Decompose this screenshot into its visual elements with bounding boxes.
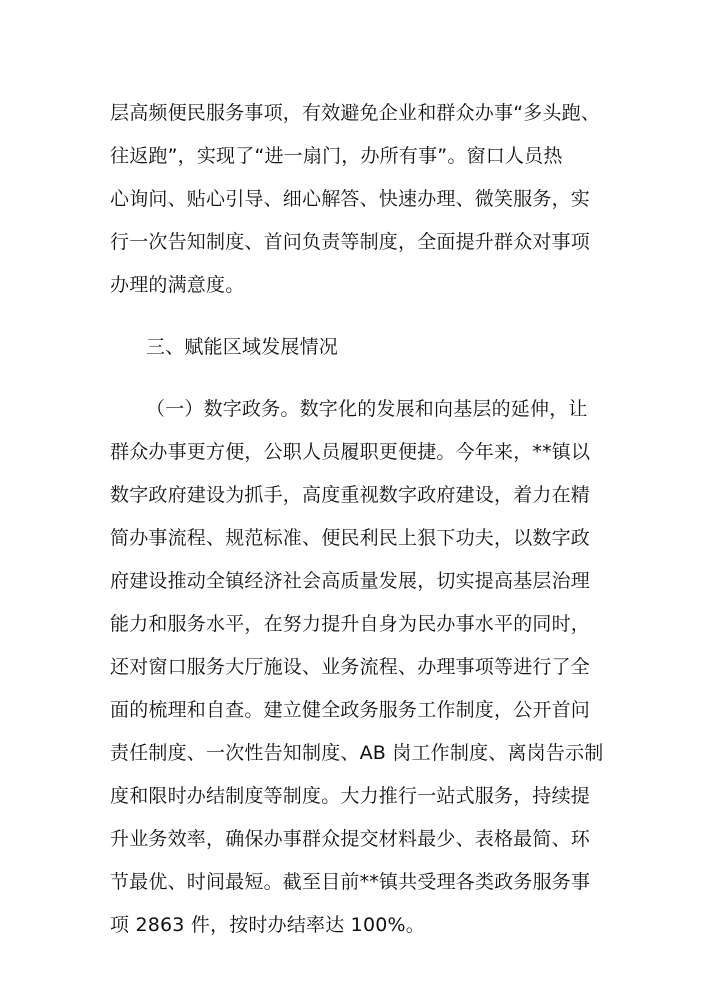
paragraph-2-line-12: 节最优、时间最短。截至目前**镇共受理各类政务服务事 bbox=[110, 871, 591, 893]
paragraph-2-line-5: 府建设推动全镇经济社会高质量发展，切实提高基层治理 bbox=[110, 570, 591, 592]
paragraph-2-line-11: 升业务效率，确保办事群众提交材料最少、表格最简、环 bbox=[110, 828, 591, 850]
paragraph-1-line-4: 行一次告知制度、首问负责等制度，全面提升群众对事项 bbox=[110, 231, 591, 253]
paragraph-2-line-3: 数字政府建设为抓手，高度重视数字政府建设，着力在精 bbox=[110, 484, 591, 506]
paragraph-2-line-10: 度和限时办结制度等制度。大力推行一站式服务，持续提 bbox=[110, 785, 591, 807]
paragraph-2-line-1: （一）数字政务。数字化的发展和向基层的延伸，让 bbox=[146, 398, 588, 420]
section-heading: 三、赋能区域发展情况 bbox=[146, 336, 339, 358]
paragraph-2-line-2: 群众办事更方便，公职人员履职更便捷。今年来，**镇以 bbox=[110, 441, 591, 463]
paragraph-2-line-13: 项 2863 件，按时办结率达 100%。 bbox=[110, 914, 425, 936]
paragraph-2-line-7: 还对窗口服务大厅施设、业务流程、办理事项等进行了全 bbox=[110, 656, 591, 678]
paragraph-2-line-9: 责任制度、一次性告知制度、AB 岗工作制度、离岗告示制 bbox=[110, 742, 604, 764]
paragraph-2-line-6: 能力和服务水平，在努力提升自身为民办事水平的同时， bbox=[110, 613, 591, 635]
paragraph-2-line-4: 简办事流程、规范标准、便民利民上狠下功夫，以数字政 bbox=[110, 527, 591, 549]
paragraph-1-line-3: 心询问、贴心引导、细心解答、快速办理、微笑服务，实 bbox=[110, 188, 591, 210]
paragraph-1-line-2: 往返跑”，实现了“进一扇门，办所有事”。窗口人员热 bbox=[110, 145, 563, 167]
paragraph-1-line-1: 层高频便民服务事项，有效避免企业和群众办事“多头跑、 bbox=[110, 102, 601, 124]
paragraph-2-line-8: 面的梳理和自查。建立健全政务服务工作制度，公开首问 bbox=[110, 699, 591, 721]
paragraph-1-line-5: 办理的满意度。 bbox=[110, 274, 245, 296]
